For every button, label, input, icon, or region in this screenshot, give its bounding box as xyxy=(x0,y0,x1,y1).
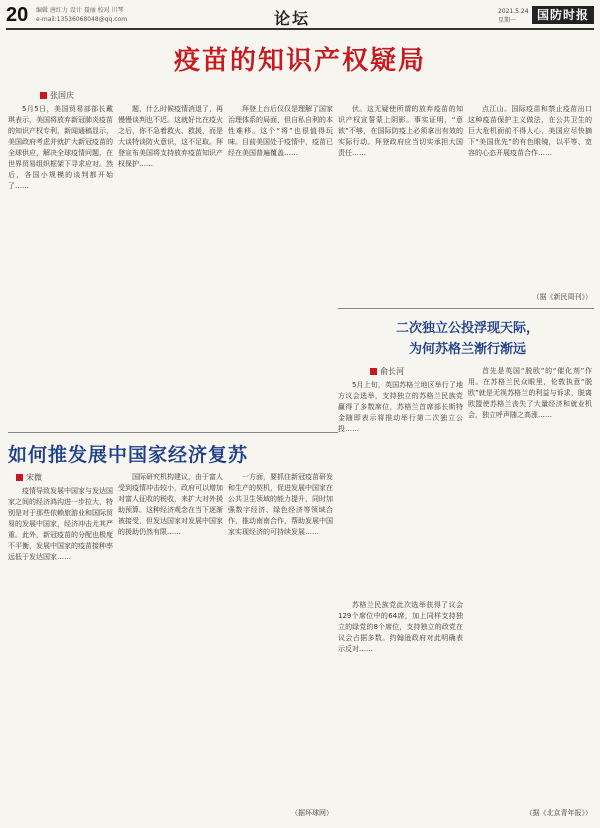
section-title: 论坛 xyxy=(274,9,311,28)
article2-byline: 宋微 xyxy=(16,472,42,483)
article3-title-line2: 为何苏格兰渐行渐远 xyxy=(408,342,526,357)
article3-col2: 首先是英国“脱欧”的“催化剂”作用。在苏格兰民众眼里，伦敦执意“脱欧”就是无视苏格兰的利益与诉求，脱离欧盟使苏格兰丧失了大量经济和就业机会，独立呼声随之高涨…… xyxy=(468,367,592,419)
article3-source: （据《北京青年报》） xyxy=(525,809,592,817)
article3-col1: 5月上旬，英国苏格兰地区举行了地方议会选举，支持独立的苏格兰民族党赢得了多数席位，苏格兰首席部长斯特金随即表示将推动举行第二次独立公投…… xyxy=(338,381,463,433)
article3-title xyxy=(340,318,595,360)
editor-info xyxy=(36,6,127,24)
editor-line: 编辑 唐红力 设计 聂丽 校对 川琴 xyxy=(36,7,124,14)
article1-source: （据《新民周刊》） xyxy=(532,293,592,301)
date-value: 2021.5.24 xyxy=(498,8,529,15)
email-line: e-mail:13536068048@qq.com xyxy=(36,16,128,23)
article1-col5: 点江山。国际疫苗和禁止疫苗出口这种疫苗保护主义做法，在公共卫生的巨大危机面前不得人心，美国应尽快摘下“美国优先”的有色眼镜，以平等、宽容的心态开展疫苗合作…… xyxy=(468,105,592,157)
article1-col1: 5月5日，美国贸易部部长戴琪表示，美国将放弃新冠肺炎疫苗的知识产权专利，新闻通稿显示，美国政府考虑并就扩大新冠疫苗的全球供应，解决全球疫情问题，在世界贸易组织框架下寻求应对。然后，各国小规模的谈判都开始了…… xyxy=(8,105,113,190)
article1-col4: 伏。这无疑使所谓的放弃疫苗的知识产权宣誓蒙上阴影。事实证明，“意欲”不够，在国际防疫上必须拿出有效的实际行动。拜登政府应当切实承担大国责任…… xyxy=(338,105,463,157)
masthead-logo: 国防时报 xyxy=(532,6,594,24)
divider xyxy=(8,432,338,433)
article2-col1: 疫情导致发展中国家与发达国家之间的经济鸿沟进一步拉大，特别是对于那些依赖旅游业和国际贸易的发展中国家，经济冲击尤其严重。此外，新冠疫苗的分配也极度不平衡，发展中国家的疫苗接种率远低于发达国家…… xyxy=(8,487,113,561)
article2-col2: 国际研究机构建议，由于富人受到疫情冲击较小，政府可以增加对富人征收的税收，来扩大对外援助预算。这种经济观念在当下逐渐被接受，但发达国家对发展中国家的援助仍然有限…… xyxy=(118,473,223,536)
weekday: 星期一 xyxy=(498,17,517,24)
article1-title: 疫苗的知识产权疑局 xyxy=(173,46,426,76)
article1-byline: 张国庆 xyxy=(40,90,74,101)
page-header xyxy=(6,4,594,30)
article3-title-line1: 二次独立公投浮现天际， xyxy=(395,321,539,336)
article1-col2: 题，什么时候疫情消退了，再慢慢谈判也不迟。这就好比在疫火之后，你不急着救火、救援，而是大谈特谈防火意识，这不足取。拜登宣布美国将支持放弃疫苗知识产权保护…… xyxy=(118,105,223,168)
article2-title: 如何推发展中国家经济复苏 xyxy=(8,444,249,466)
article1-col3: 拜登上台后仅仅是理解了国家治理体系的局面，但自私自利的本性难移。这个“将”也很值得玩味。目前美国处于疫情中，疫苗已经在美国普遍覆盖…… xyxy=(228,105,333,157)
article3-byline: 俞长河 xyxy=(370,366,404,377)
issue-date xyxy=(498,7,529,25)
article3-col1b: 苏格兰民族党此次选举获得了议会129个席位中的64席，加上同样支持独立的绿党的8个席位，支持独立的政党在议会占据多数。约翰逊政府对此明确表示反对…… xyxy=(338,601,463,653)
article2-col3: 一方面，要抓住新冠疫苗研发和生产的契机，促进发展中国家在公共卫生领域的能力提升，同时加强数字经济、绿色经济等领域合作，推动南南合作，帮助发展中国家实现经济的可持续发展…… xyxy=(228,473,333,536)
article2-source: （据环球网） xyxy=(291,809,333,817)
page-number: 20 xyxy=(6,4,29,26)
divider xyxy=(338,308,594,309)
